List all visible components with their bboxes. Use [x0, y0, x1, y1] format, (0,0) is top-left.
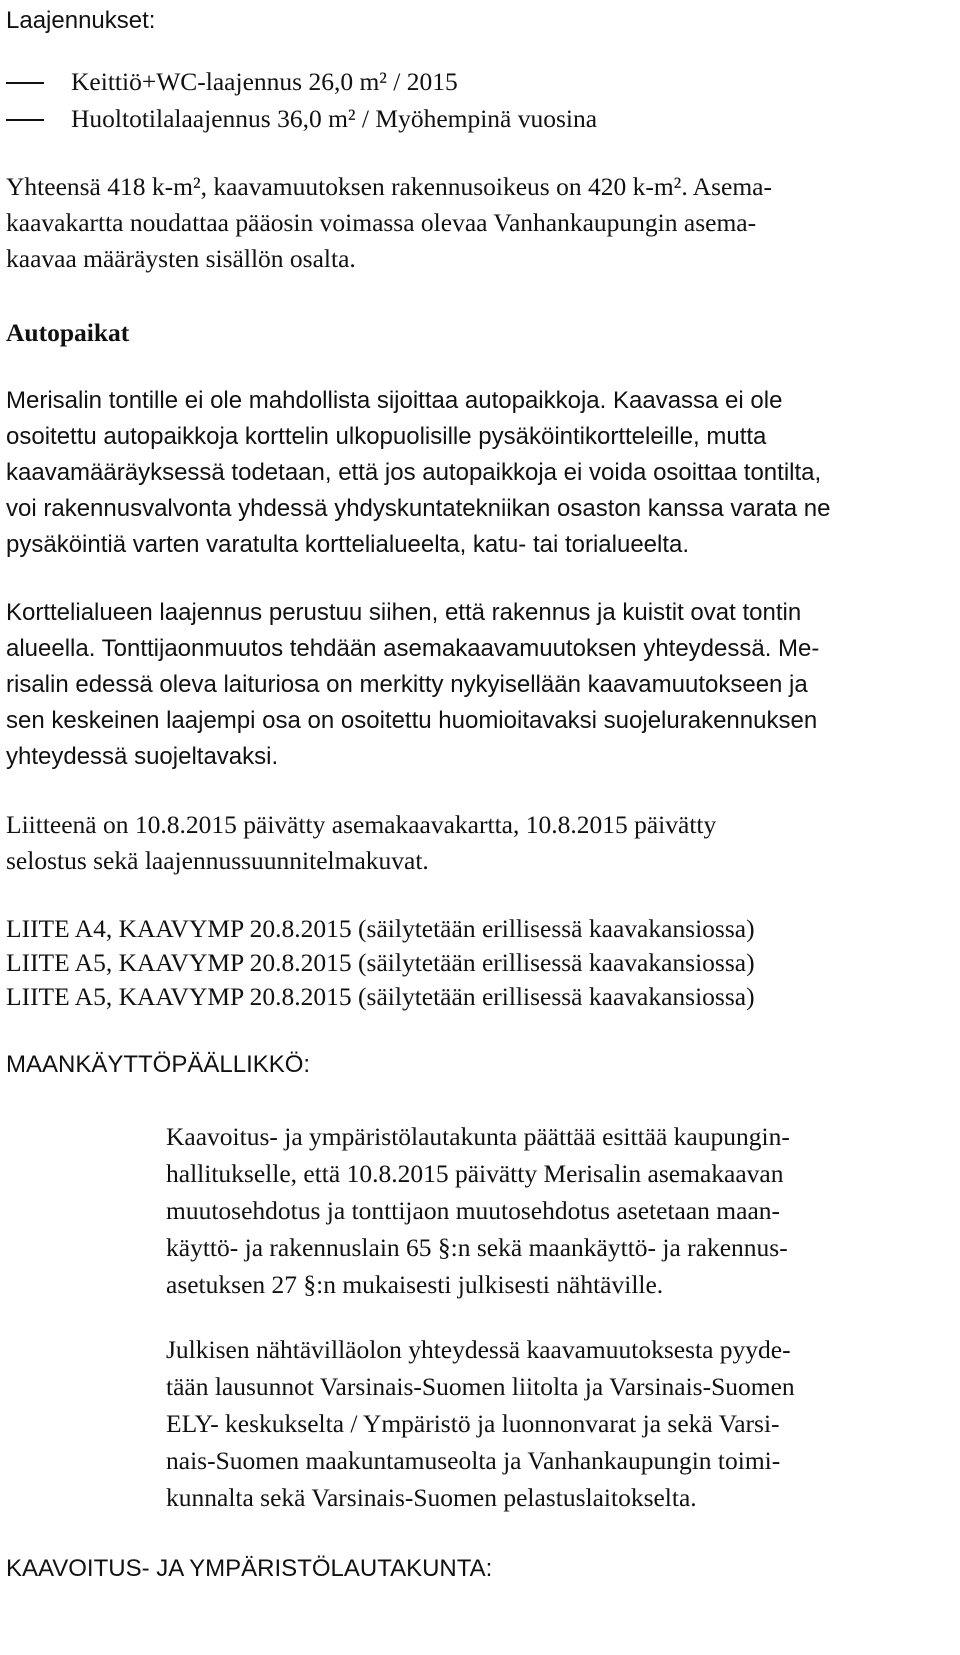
paragraph-line: Merisalin tontille ei ole mahdollista sijoittaa autopaikkoja. Kaavassa ei ole — [6, 387, 783, 414]
paragraph-line: muutosehdotus ja tonttijaon muutosehdotus asetetaan maan- — [166, 1196, 781, 1225]
attachment-line: LIITE A4, KAAVYMP 20.8.2015 (säilytetään erillisessä kaavakansiossa) — [6, 914, 755, 943]
paragraph-line: ELY- keskukselta / Ympäristö ja luonnonvarat ja sekä Varsi- — [166, 1409, 780, 1438]
paragraph-line: käyttö- ja rakennuslain 65 §:n sekä maankäyttö- ja rakennus- — [166, 1233, 788, 1262]
paragraph-line: risalin edessä oleva laituriosa on merkitty nykyisellään kaavamuutokseen ja — [6, 671, 808, 698]
paragraph-line: selostus sekä laajennussuunnitelmakuvat. — [6, 846, 429, 875]
paragraph-line: voi rakennusvalvonta yhdessä yhdyskuntatekniikan osaston kanssa varata ne — [6, 495, 831, 522]
paragraph-line: kaavamääräyksessä todetaan, että jos autopaikkoja ei voida osoittaa tontilta, — [6, 459, 822, 486]
attachment-line: LIITE A5, KAAVYMP 20.8.2015 (säilytetään erillisessä kaavakansiossa) — [6, 948, 755, 977]
paragraph-line: Julkisen nähtävilläolon yhteydessä kaavamuutoksesta pyyde- — [166, 1335, 791, 1364]
heading-kaavoitus-lautakunta: KAAVOITUS- JA YMPÄRISTÖLAUTAKUNTA: — [6, 1555, 493, 1582]
paragraph-line: yhteydessä suojeltavaksi. — [6, 743, 279, 770]
paragraph-line: Korttelialueen laajennus perustuu siihen, että rakennus ja kuistit ovat tontin — [6, 599, 802, 626]
paragraph-line: kaavakartta noudattaa pääosin voimassa olevaa Vanhankaupungin asema- — [6, 208, 757, 237]
paragraph-line: Yhteensä 418 k-m², kaavamuutoksen rakennusoikeus on 420 k-m². Asema- — [6, 172, 772, 201]
paragraph-line: pysäköintiä varten varatulta korttelialueelta, katu- tai torialueelta. — [6, 531, 690, 558]
heading-autopaikat: Autopaikat — [6, 318, 130, 347]
paragraph-line: alueella. Tonttijaonmuutos tehdään asemakaavamuutoksen yhteydessä. Me- — [6, 635, 820, 662]
attachment-line: LIITE A5, KAAVYMP 20.8.2015 (säilytetään erillisessä kaavakansiossa) — [6, 982, 755, 1011]
heading-laajennukset: Laajennukset: — [6, 7, 156, 34]
paragraph-line: kunnalta sekä Varsinais-Suomen pelastuslaitokselta. — [166, 1483, 697, 1512]
dash-bullet — [6, 82, 44, 84]
paragraph-line: Kaavoitus- ja ympäristölautakunta päättää esittää kaupungin- — [166, 1122, 790, 1151]
paragraph-line: asetuksen 27 §:n mukaisesti julkisesti nähtäville. — [166, 1270, 664, 1299]
paragraph-line: sen keskeinen laajempi osa on osoitettu huomioitavaksi suojelurakennuksen — [6, 707, 818, 734]
paragraph-line: kaavaa määräysten sisällön osalta. — [6, 244, 356, 273]
heading-maankayttopaallikko: MAANKÄYTTÖPÄÄLLIKKÖ: — [6, 1051, 311, 1078]
paragraph-line: osoitettu autopaikkoja korttelin ulkopuolisille pysäköintikortteleille, mutta — [6, 423, 767, 450]
dash-bullet — [6, 119, 44, 121]
paragraph-line: hallitukselle, että 10.8.2015 päivätty Merisalin asemakaavan — [166, 1159, 784, 1188]
paragraph-line: nais-Suomen maakuntamuseolta ja Vanhankaupungin toimi- — [166, 1446, 781, 1475]
list-item: Huoltotilalaajennus 36,0 m² / Myöhempinä vuosina — [6, 102, 906, 136]
list-item: Keittiö+WC-laajennus 26,0 m² / 2015 — [6, 65, 906, 99]
paragraph-line: Liitteenä on 10.8.2015 päivätty asemakaavakartta, 10.8.2015 päivätty — [6, 810, 717, 839]
paragraph-line: tään lausunnot Varsinais-Suomen liitolta ja Varsinais-Suomen — [166, 1372, 795, 1401]
